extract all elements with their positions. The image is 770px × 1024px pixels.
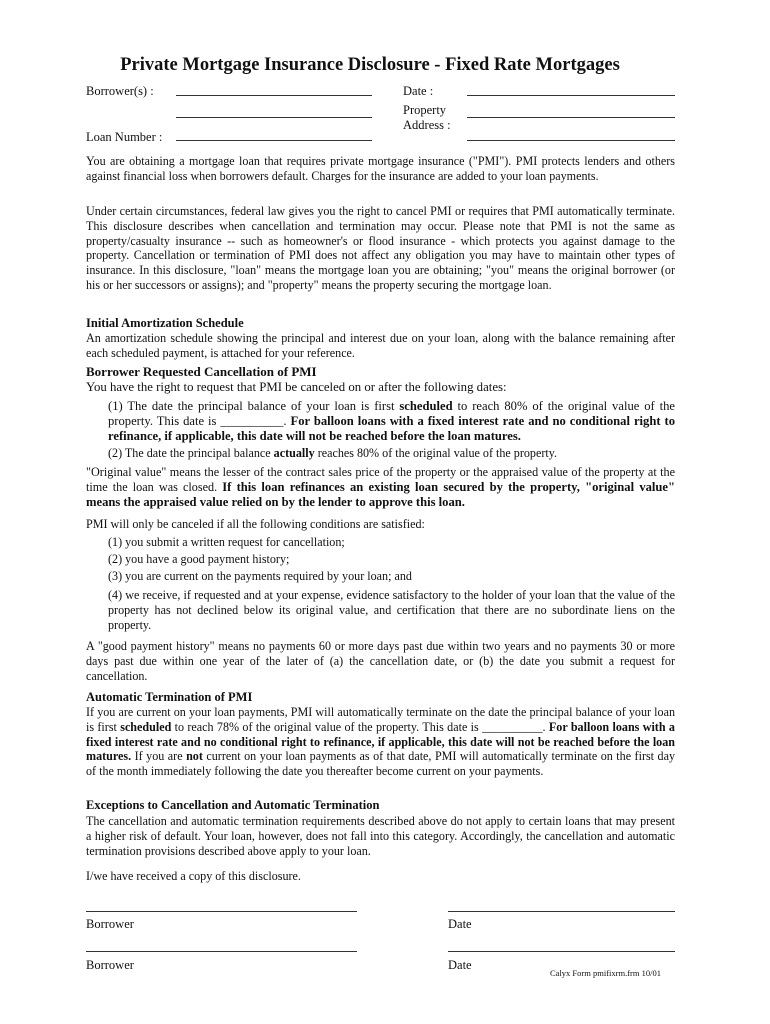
good-payment-history-paragraph: A "good payment history" means no payments 60 or more days past due within two years and no payments 30 or more days past due within one year of the later of (a) the cancellation date, or (b) the date you submit a request for cancellation. — [86, 639, 675, 683]
address-label: Address : — [403, 118, 451, 132]
actually-emphasis: actually — [273, 446, 315, 460]
form-footer: Calyx Form pmifixrm.frm 10/01 — [550, 968, 661, 978]
scheduled-emphasis: scheduled — [399, 399, 453, 413]
page-title: Private Mortgage Insurance Disclosure - Fixed Rate Mortgages — [120, 55, 620, 75]
requested-item-2: (2) The date the principal balance actually reaches 80% of the original value of the property. — [108, 446, 558, 460]
amortization-heading: Initial Amortization Schedule — [86, 316, 244, 330]
borrower-signature-label-1: Borrower — [86, 917, 134, 931]
amortization-text: An amortization schedule showing the principal and interest due on your loan, along with the balance remaining after each scheduled payment, is attached for your reference. — [86, 331, 675, 360]
borrowers-label: Borrower(s) : — [86, 84, 154, 98]
conditions-lead: PMI will only be canceled if all the following conditions are satisfied: — [86, 517, 425, 531]
condition-1: (1) you submit a written request for cancellation; — [108, 535, 345, 549]
address-line[interactable] — [467, 140, 675, 141]
condition-2: (2) you have a good payment history; — [108, 552, 290, 566]
requested-cancellation-heading: Borrower Requested Cancellation of PMI — [86, 364, 317, 379]
borrower-signature-label-2: Borrower — [86, 958, 134, 972]
loan-number-line[interactable] — [176, 140, 372, 141]
exceptions-paragraph: The cancellation and automatic termination requirements described above do not apply to certain loans that may present a higher risk of default. Your loan, however, does not fall into this category. Accordingly, the cancellation and automatic termination provisions described above apply to your loan. — [86, 814, 675, 858]
condition-3: (3) you are current on the payments required by your loan; and — [108, 569, 412, 583]
property-line[interactable] — [467, 117, 675, 118]
automatic-termination-heading: Automatic Termination of PMI — [86, 690, 253, 704]
exceptions-heading: Exceptions to Cancellation and Automatic Termination — [86, 798, 380, 812]
requested-item-1: (1) The date the principal balance of your loan is first scheduled to reach 80% of the original value of the property. This date is __________. For balloon loans with a fixed interest rate and no conditional right to refinance, if applicable, this date will not be reached before the loan matures. — [108, 399, 675, 443]
date-label: Date : — [403, 84, 434, 98]
date-signature-line-2[interactable] — [448, 951, 675, 952]
borrower-signature-line-2[interactable] — [86, 951, 357, 952]
borrower-line-2[interactable] — [176, 117, 372, 118]
borrower-signature-line-1[interactable] — [86, 911, 357, 912]
federal-law-paragraph: Under certain circumstances, federal law gives you the right to cancel PMI or requires that PMI automatically terminate. This disclosure describes when cancellation and termination may occur. Please note that PMI is not the same as property/casualty insurance -- such as homeowner's or flood insurance - which protects you against damage to the property. Cancellation or termination of PMI does not affect any obligation you may have to maintain other types of insurance. In this disclosure, "loan" means the mortgage loan you are obtaining; "you" means the original borrower (or his or her successors or assigns); and "property" means the property securing the mortgage loan. — [86, 204, 675, 292]
condition-4: (4) we receive, if requested and at your expense, evidence satisfactory to the holder of your loan that the value of the property has not declined below its original value, and certification that there are no subordinate liens on the property. — [108, 588, 675, 632]
borrower-line-1[interactable] — [176, 95, 372, 96]
requested-cancellation-lead: You have the right to request that PMI be canceled on or after the following dates: — [86, 380, 507, 394]
intro-paragraph: You are obtaining a mortgage loan that requires private mortgage insurance ("PMI"). PMI protects lenders and others against financial loss when borrowers default. Charges for the insurance are added to your loan payments. — [86, 154, 675, 183]
original-value-paragraph: "Original value" means the lesser of the contract sales price of the property or the appraised value of the property at the time the loan was closed. If this loan refinances an existing loan secured by the property, "original value" means the appraised value relied on by the lender to approve this loan. — [86, 465, 676, 509]
received-statement: I/we have received a copy of this disclosure. — [86, 869, 301, 883]
date-signature-label-1: Date — [448, 917, 472, 931]
date-line[interactable] — [467, 95, 675, 96]
date-signature-label-2: Date — [448, 958, 472, 972]
loan-number-label: Loan Number : — [86, 130, 163, 144]
automatic-termination-paragraph: If you are current on your loan payments, PMI will automatically terminate on the date the principal balance of your loan is first scheduled to reach 78% of the original value of the property. This date is __________. For balloon loans with a fixed interest rate and no conditional right to refinance, if applicable, this date will not be reached before the loan matures. If you are not current on your loan payments as of that date, PMI will automatically terminate on the first day of the month immediately following the date you thereafter become current on your payments. — [86, 705, 675, 779]
date-signature-line-1[interactable] — [448, 911, 675, 912]
property-label: Property — [403, 103, 447, 117]
